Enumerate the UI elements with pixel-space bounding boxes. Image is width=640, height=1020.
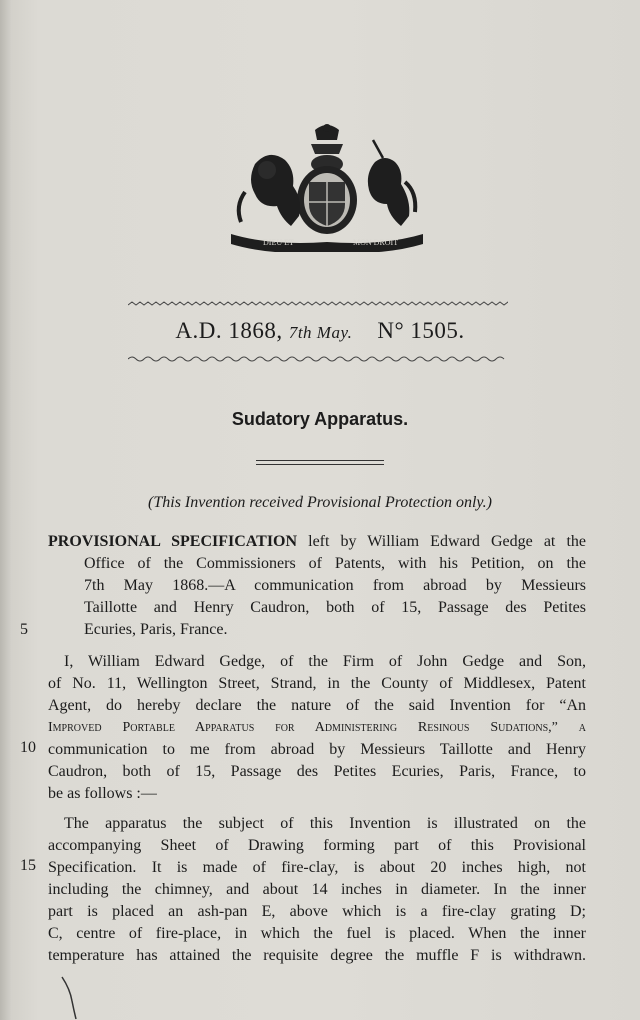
pen-stroke-mark — [60, 975, 90, 1020]
paragraph-line: Taillotte and Henry Caudron, both of 15, Passage des Petites — [84, 599, 586, 616]
paragraph-line: The apparatus the subject of this Invention is illustrated on the — [64, 815, 586, 832]
paragraph-line: including the chimney, and about 14 inches in diameter. In the inner — [48, 881, 586, 898]
patent-date: 7th May. — [288, 323, 353, 342]
ornamental-rule-bottom — [128, 354, 508, 364]
protection-note: (This Invention received Provisional Protection only.) — [148, 494, 492, 511]
description-paragraph — [48, 813, 586, 967]
declaration-paragraph — [48, 651, 586, 805]
paragraph-line: Office of the Commissioners of Patents, with his Petition, on the — [84, 555, 586, 572]
paragraph-line: Improved Portable Apparatus for Administering Resinous Sudations,” a — [48, 720, 586, 735]
paragraph-line: Specification. It is made of fire-clay, is about 20 inches high, not — [48, 859, 586, 876]
paragraph-line: 7th May 1868.—A communication from abroad by Messieurs — [84, 577, 586, 594]
crest-motto-right: MON DROIT — [353, 238, 399, 247]
paragraph-line: Agent, do hereby declare the nature of the said Invention for “An — [48, 697, 586, 714]
line-number: 15 — [20, 857, 36, 874]
paragraph-line: PROVISIONAL SPECIFICATION left by William Edward Gedge at the — [48, 533, 586, 550]
paragraph-line: I, William Edward Gedge, of the Firm of John Gedge and Son, — [64, 653, 586, 670]
paragraph-line: communication to me from abroad by Messieurs Taillotte and Henry — [48, 741, 586, 758]
paragraph-line: Caudron, both of 15, Passage des Petites Ecuries, Paris, France, to — [48, 763, 586, 780]
paragraph-line: accompanying Sheet of Drawing forming part of this Provisional — [48, 837, 586, 854]
paragraph-line: of No. 11, Wellington Street, Strand, in the County of Middlesex, Patent — [48, 675, 586, 692]
title-rule — [256, 460, 384, 465]
provisional-lead: PROVISIONAL SPECIFICATION — [48, 533, 298, 550]
provisional-paragraph — [48, 531, 586, 641]
line-number: 10 — [20, 739, 36, 756]
paragraph-line: be as follows :— — [48, 785, 157, 802]
crest-motto-left: DIEU ET — [263, 238, 294, 247]
line-number: 5 — [20, 621, 28, 638]
paragraph-line: temperature has attained the requisite degree the muffle F is withdrawn. — [48, 947, 586, 964]
paragraph-line: C, centre of fire-place, in which the fuel is placed. When the inner — [48, 925, 586, 942]
patent-number: N° 1505. — [377, 318, 465, 343]
paragraph-line: Ecuries, Paris, France. — [84, 621, 228, 638]
royal-coat-of-arms-emblem — [225, 122, 430, 252]
patent-heading — [0, 318, 640, 344]
ornamental-rule-top — [128, 300, 508, 310]
ad-year: A.D. 1868, — [175, 318, 283, 343]
paragraph-line: part is placed an ash-pan E, above which is a fire-clay grating D; — [48, 903, 586, 920]
document-title: Sudatory Apparatus. — [231, 409, 409, 429]
